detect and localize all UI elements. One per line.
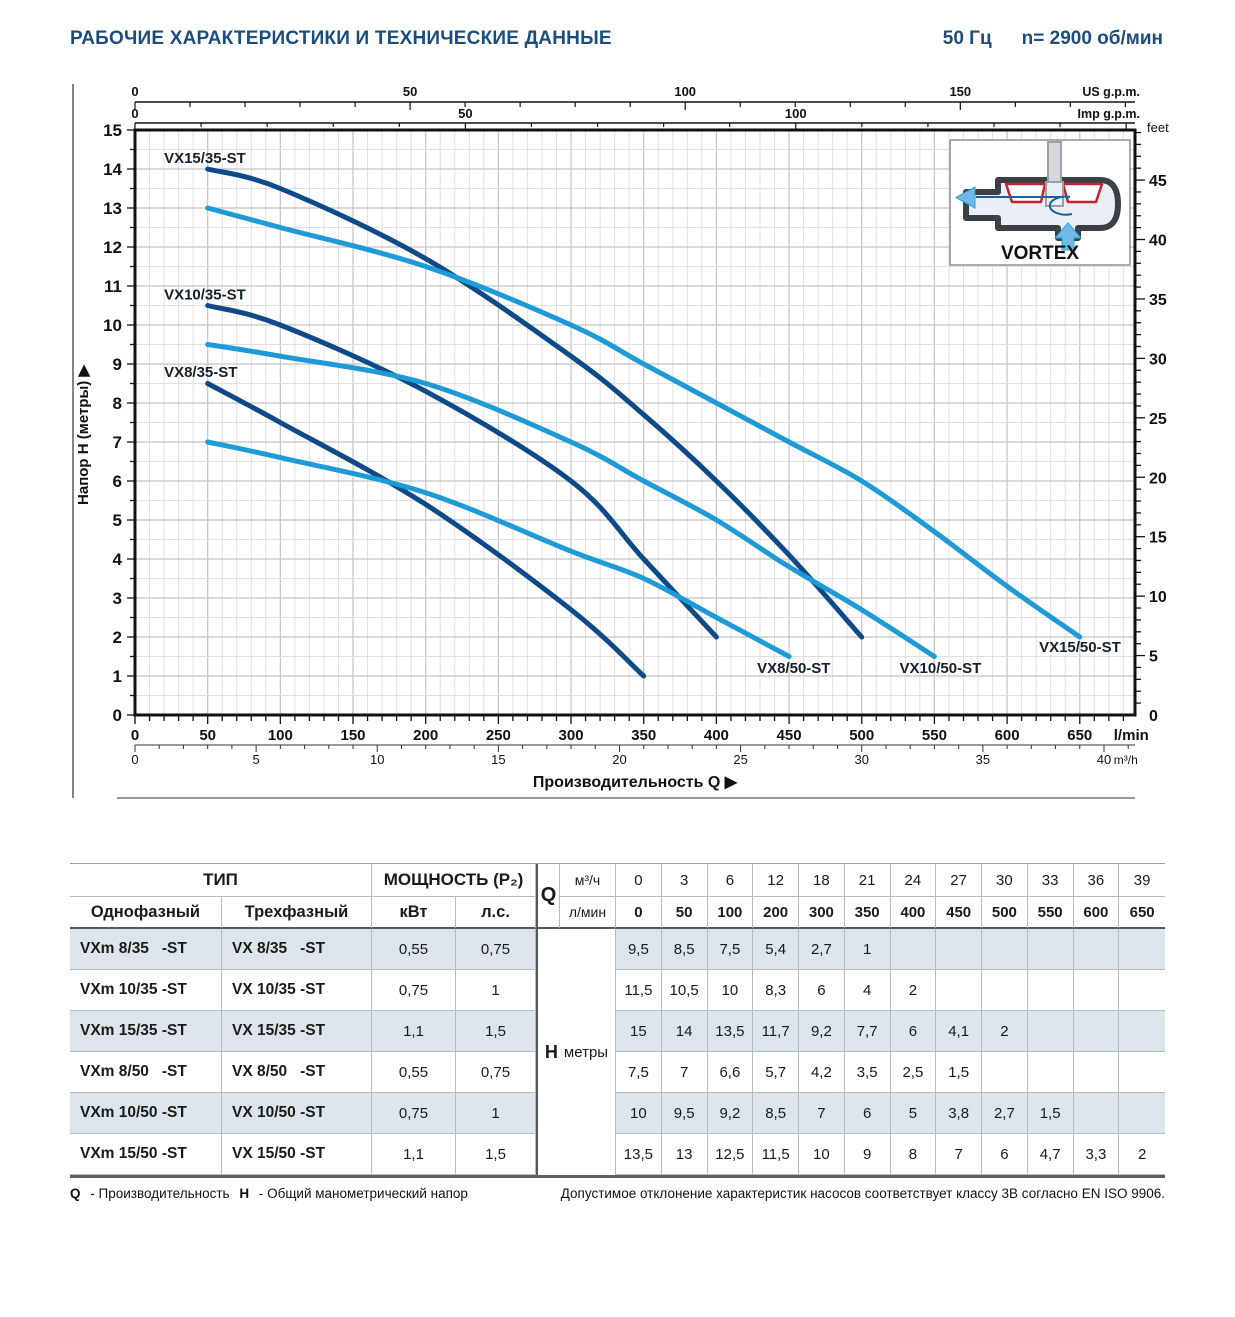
spec-table <box>70 863 1165 1178</box>
pump-type-single: VXm 10/35 -ST <box>70 970 222 1011</box>
lmin-tick: 350 <box>631 727 657 744</box>
lmin-tick: 500 <box>849 727 875 744</box>
feet-tick: 5 <box>1149 648 1158 666</box>
m3h-tick: 20 <box>612 752 627 767</box>
power-kw-value: 1,1 <box>372 1011 456 1052</box>
head-value <box>1074 1011 1120 1052</box>
head-value: 9,2 <box>708 1093 754 1134</box>
vortex-label: VORTEX <box>1000 243 1080 264</box>
m3h-tick: 30 <box>854 752 869 767</box>
lmin-tick: 100 <box>267 727 293 744</box>
flow-m3h-value: 24 <box>891 864 937 897</box>
head-value: 7,5 <box>708 929 754 970</box>
head-value: 6 <box>845 1093 891 1134</box>
head-value <box>1119 1093 1165 1134</box>
y-tick: 4 <box>112 550 122 569</box>
power-hp-value: 1 <box>456 1093 536 1134</box>
head-value: 8,3 <box>753 970 799 1011</box>
power-hp-value: 1 <box>456 970 536 1011</box>
head-value: 3,5 <box>845 1052 891 1093</box>
speed-label: n= 2900 об/мин <box>1021 28 1163 49</box>
col-kw: кВт <box>372 897 456 929</box>
head-value: 8 <box>891 1134 937 1175</box>
frequency-label: 50 Гц <box>942 28 992 49</box>
head-value: 14 <box>662 1011 708 1052</box>
h-meters-cell <box>536 929 616 1175</box>
head-value: 8,5 <box>753 1093 799 1134</box>
head-value <box>982 1052 1028 1093</box>
head-value: 4,7 <box>1028 1134 1074 1175</box>
flow-m3h-value: 21 <box>845 864 891 897</box>
head-value: 11,5 <box>616 970 662 1011</box>
pump-type-single: VXm 8/50 -ST <box>70 1052 222 1093</box>
head-value <box>982 970 1028 1011</box>
flow-m3h-value: 30 <box>982 864 1028 897</box>
head-value: 10 <box>616 1093 662 1134</box>
head-value: 5,4 <box>753 929 799 970</box>
head-value <box>1074 929 1120 970</box>
flow-lmin-value: 0 <box>616 897 662 929</box>
flow-lmin-value: 50 <box>662 897 708 929</box>
q-description: - Производительность <box>90 1186 230 1201</box>
feet-tick: 35 <box>1149 291 1167 309</box>
imp-gpm-label: Imp g.p.m. <box>1077 107 1140 121</box>
imp-gpm-tick: 50 <box>458 106 473 121</box>
head-value: 9,5 <box>662 1093 708 1134</box>
head-value: 6,6 <box>708 1052 754 1093</box>
legend-text <box>70 1186 474 1201</box>
head-value: 13,5 <box>708 1011 754 1052</box>
y-tick: 5 <box>112 511 122 530</box>
curve-label-VX10/50-ST: VX10/50-ST <box>899 659 982 677</box>
flow-m3h-value: 39 <box>1119 864 1165 897</box>
feet-label: feet <box>1147 120 1169 135</box>
flow-lmin-value: 650 <box>1119 897 1165 929</box>
flow-m3h-value: 0 <box>616 864 662 897</box>
pump-type-three: VX 8/35 -ST <box>222 929 372 970</box>
power-kw-value: 0,55 <box>372 1052 456 1093</box>
lmin-tick: 150 <box>340 727 366 744</box>
head-value: 10 <box>708 970 754 1011</box>
y-tick: 15 <box>103 121 122 140</box>
y-tick: 9 <box>112 355 122 374</box>
power-kw-value: 0,75 <box>372 1093 456 1134</box>
imp-gpm-tick: 0 <box>131 106 139 121</box>
performance-curves-svg <box>60 80 1200 810</box>
head-value <box>936 970 982 1011</box>
feet-tick: 30 <box>1149 351 1167 369</box>
q-symbol: Q <box>70 1186 81 1201</box>
col-m3h: м³/ч <box>560 864 616 897</box>
head-value: 3,3 <box>1074 1134 1120 1175</box>
flow-m3h-value: 18 <box>799 864 845 897</box>
curve-label-VX15/50-ST: VX15/50-ST <box>1039 638 1121 656</box>
head-value: 2 <box>1119 1134 1165 1175</box>
head-value: 6 <box>982 1134 1028 1175</box>
head-value: 10,5 <box>662 970 708 1011</box>
power-kw-value: 0,55 <box>372 929 456 970</box>
flow-m3h-value: 12 <box>753 864 799 897</box>
y-tick: 6 <box>112 472 122 491</box>
m3h-tick: 10 <box>370 752 385 767</box>
head-value: 7,7 <box>845 1011 891 1052</box>
y-tick: 1 <box>112 667 122 686</box>
curve-label-VX8/35-ST: VX8/35-ST <box>164 363 238 381</box>
head-value: 11,5 <box>753 1134 799 1175</box>
y-axis-title: Напор H (метры) ▶ <box>75 365 92 505</box>
us-gpm-tick: 0 <box>131 84 139 99</box>
head-value: 13 <box>662 1134 708 1175</box>
feet-tick: 45 <box>1149 173 1167 191</box>
feet-tick: 25 <box>1149 410 1167 428</box>
m3h-tick: 40 <box>1096 752 1112 767</box>
lmin-tick: 650 <box>1067 727 1093 744</box>
head-value: 2 <box>891 970 937 1011</box>
power-hp-value: 0,75 <box>456 1052 536 1093</box>
footnote <box>70 1186 1165 1201</box>
flow-lmin-value: 350 <box>845 897 891 929</box>
head-value <box>1028 970 1074 1011</box>
lmin-tick: 450 <box>776 727 802 744</box>
power-hp-value: 1,5 <box>456 1134 536 1175</box>
power-hp-value: 0,75 <box>456 929 536 970</box>
head-value <box>1074 1052 1120 1093</box>
power-kw-value: 1,1 <box>372 1134 456 1175</box>
power-kw-value: 0,75 <box>372 970 456 1011</box>
pump-type-three: VX 8/50 -ST <box>222 1052 372 1093</box>
head-value <box>936 929 982 970</box>
pump-type-three: VX 10/35 -ST <box>222 970 372 1011</box>
head-value: 4 <box>845 970 891 1011</box>
us-gpm-tick: 150 <box>949 84 972 99</box>
y-tick: 11 <box>104 277 122 296</box>
col-single-phase: Однофазный <box>70 897 222 929</box>
head-value <box>1028 1052 1074 1093</box>
h-symbol: H <box>239 1186 250 1201</box>
title-bar <box>70 28 1163 50</box>
head-value: 7,5 <box>616 1052 662 1093</box>
m3h-tick: 35 <box>975 752 991 767</box>
head-value: 13,5 <box>616 1134 662 1175</box>
flow-m3h-value: 36 <box>1074 864 1120 897</box>
head-value: 12,5 <box>708 1134 754 1175</box>
pump-type-single: VXm 15/50 -ST <box>70 1134 222 1175</box>
pump-type-three: VX 15/50 -ST <box>222 1134 372 1175</box>
feet-tick: 15 <box>1149 529 1167 547</box>
flow-lmin-value: 300 <box>799 897 845 929</box>
us-gpm-label: US g.p.m. <box>1082 85 1140 99</box>
flow-lmin-value: 500 <box>982 897 1028 929</box>
flow-m3h-value: 6 <box>708 864 754 897</box>
x-axis-title: Производительность Q ▶ <box>532 774 738 791</box>
flow-lmin-value: 600 <box>1074 897 1120 929</box>
head-value: 6 <box>799 970 845 1011</box>
us-gpm-tick: 100 <box>674 84 697 99</box>
col-group-type: ТИП <box>70 864 372 897</box>
flow-m3h-value: 33 <box>1028 864 1074 897</box>
performance-chart <box>60 80 1200 810</box>
head-value: 6 <box>891 1011 937 1052</box>
head-value: 3,8 <box>936 1093 982 1134</box>
head-value: 9 <box>845 1134 891 1175</box>
col-group-power: МОЩНОСТЬ (Р₂) <box>372 864 536 897</box>
col-three-phase: Трехфазный <box>222 897 372 929</box>
head-value <box>1028 1011 1074 1052</box>
flow-lmin-value: 550 <box>1028 897 1074 929</box>
head-value: 5 <box>891 1093 937 1134</box>
lmin-tick: 600 <box>994 727 1020 744</box>
col-lmin: л/мин <box>560 897 616 929</box>
pump-type-three: VX 10/50 -ST <box>222 1093 372 1134</box>
head-value: 4,1 <box>936 1011 982 1052</box>
y-tick: 13 <box>103 199 122 218</box>
lmin-tick: 550 <box>921 727 947 744</box>
head-value: 9,5 <box>616 929 662 970</box>
head-value <box>1074 1093 1120 1134</box>
us-gpm-tick: 50 <box>402 84 418 99</box>
h-unit: метры <box>563 1043 609 1061</box>
head-value: 5,7 <box>753 1052 799 1093</box>
m3h-tick: 0 <box>131 752 139 767</box>
y-tick: 7 <box>112 433 122 452</box>
y-tick: 12 <box>103 238 122 257</box>
head-value <box>1119 1052 1165 1093</box>
imp-gpm-tick: 100 <box>784 106 807 121</box>
head-value: 2,7 <box>799 929 845 970</box>
head-value: 9,2 <box>799 1011 845 1052</box>
head-value <box>1119 929 1165 970</box>
h-symbol: H <box>544 1041 558 1062</box>
y-tick: 10 <box>103 316 122 335</box>
m3h-tick: 15 <box>491 752 506 767</box>
pump-type-three: VX 15/35 -ST <box>222 1011 372 1052</box>
y-tick: 8 <box>112 394 122 413</box>
pump-type-single: VXm 10/50 -ST <box>70 1093 222 1134</box>
head-value: 1,5 <box>1028 1093 1074 1134</box>
curve-label-VX15/35-ST: VX15/35-ST <box>164 150 246 168</box>
head-value: 2 <box>982 1011 1028 1052</box>
head-value: 1,5 <box>936 1052 982 1093</box>
lmin-tick: 300 <box>558 727 584 744</box>
head-value: 4,2 <box>799 1052 845 1093</box>
m3h-tick: 25 <box>733 752 748 767</box>
m3h-unit-label: m³/h <box>1113 753 1138 767</box>
y-tick: 2 <box>112 628 122 647</box>
head-value: 8,5 <box>662 929 708 970</box>
pump-type-single: VXm 8/35 -ST <box>70 929 222 970</box>
lmin-tick: 250 <box>485 727 511 744</box>
head-value: 7 <box>662 1052 708 1093</box>
pump-type-single: VXm 15/35 -ST <box>70 1011 222 1052</box>
head-value <box>1074 970 1120 1011</box>
curve-label-VX8/50-ST: VX8/50-ST <box>757 659 831 677</box>
head-value: 11,7 <box>753 1011 799 1052</box>
flow-m3h-value: 3 <box>662 864 708 897</box>
flow-m3h-value: 27 <box>936 864 982 897</box>
head-value: 7 <box>936 1134 982 1175</box>
flow-lmin-value: 400 <box>891 897 937 929</box>
col-q: Q <box>536 864 560 929</box>
head-value: 10 <box>799 1134 845 1175</box>
lmin-unit-label: l/min <box>1113 727 1149 744</box>
head-value: 15 <box>616 1011 662 1052</box>
lmin-tick: 200 <box>413 727 439 744</box>
feet-tick: 20 <box>1149 470 1167 488</box>
head-value <box>982 929 1028 970</box>
y-tick: 3 <box>112 589 122 608</box>
head-value <box>1119 970 1165 1011</box>
head-value <box>1028 929 1074 970</box>
y-tick: 14 <box>103 160 122 179</box>
flow-lmin-value: 200 <box>753 897 799 929</box>
lmin-tick: 400 <box>703 727 729 744</box>
h-description: - Общий манометрический напор <box>258 1186 468 1201</box>
col-hp: л.с. <box>456 897 536 929</box>
lmin-tick: 0 <box>130 727 140 744</box>
head-value <box>1119 1011 1165 1052</box>
y-tick: 0 <box>112 706 122 725</box>
head-value <box>891 929 937 970</box>
power-hp-value: 1,5 <box>456 1011 536 1052</box>
feet-tick: 10 <box>1149 589 1167 607</box>
head-value: 7 <box>799 1093 845 1134</box>
page-title: РАБОЧИЕ ХАРАКТЕРИСТИКИ И ТЕХНИЧЕСКИЕ ДАННЫЕ <box>70 28 612 49</box>
m3h-tick: 5 <box>252 752 260 767</box>
flow-lmin-value: 450 <box>936 897 982 929</box>
title-specs <box>943 28 1163 50</box>
tolerance-note: Допустимое отклонение характеристик насосов соответствует классу 3В согласно EN ISO 9906. <box>560 1186 1165 1201</box>
head-value: 1 <box>845 929 891 970</box>
flow-lmin-value: 100 <box>708 897 754 929</box>
lmin-tick: 50 <box>199 727 217 744</box>
head-value: 2,7 <box>982 1093 1028 1134</box>
head-value: 2,5 <box>891 1052 937 1093</box>
feet-tick: 0 <box>1149 708 1158 725</box>
curve-label-VX10/35-ST: VX10/35-ST <box>164 286 246 304</box>
feet-tick: 40 <box>1149 232 1167 250</box>
